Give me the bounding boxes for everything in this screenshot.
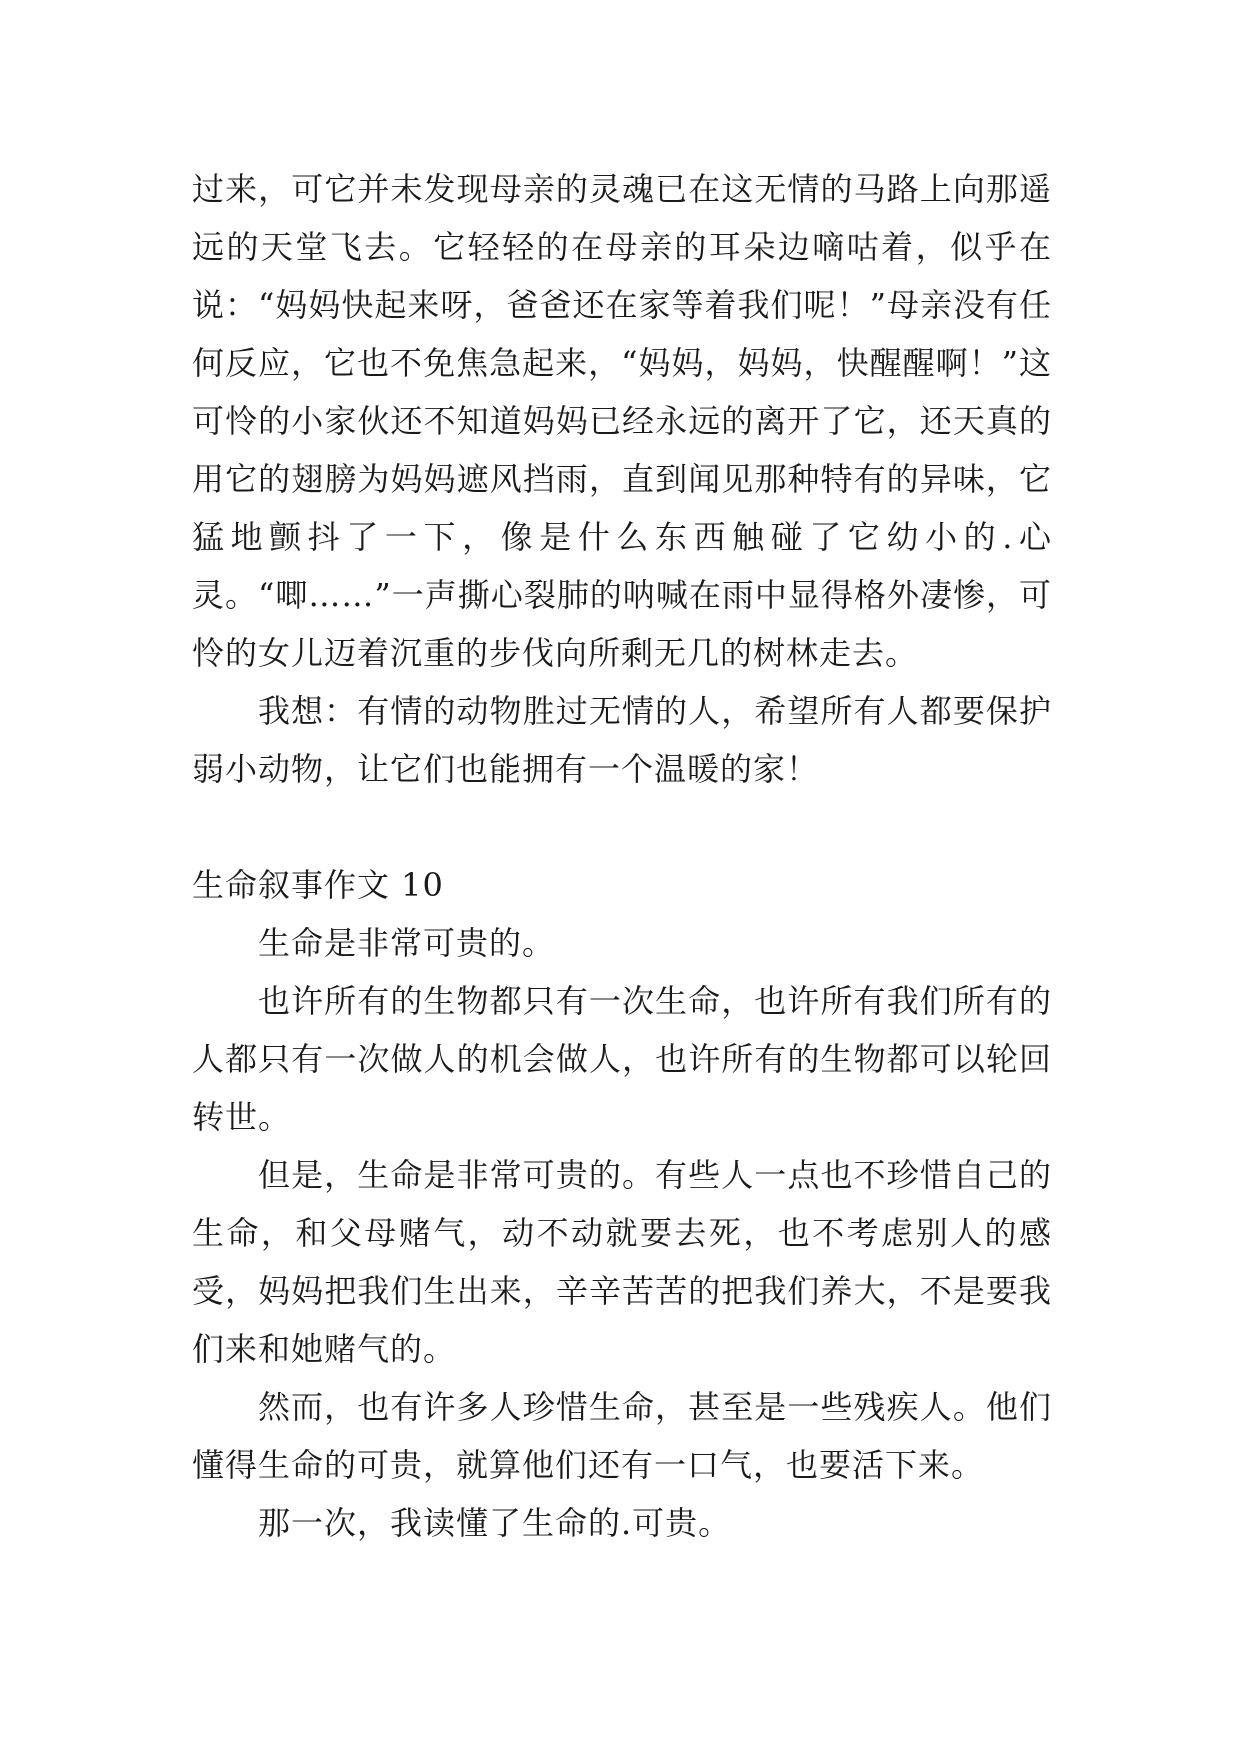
paragraph-4: 然而，也有许多人珍惜生命，甚至是一些残疾人。他们懂得生命的可贵，就算他们还有一口气，也要活下来。 — [192, 1388, 1052, 1484]
document-page — [192, 160, 1052, 1552]
continuation-paragraph: 过来，可它并未发现母亲的灵魂已在这无情的马路上向那遥远的天堂飞去。它轻轻的在母亲的耳朵边嘀咕着，似乎在说：“妈妈快起来呀，爸爸还在家等着我们呢！”母亲没有任何反应，它也不免焦急起来，“妈妈，妈妈，快醒醒啊！”这可怜的小家伙还不知道妈妈已经永远的离开了它，还天真的用它的翅膀为妈妈遮风挡雨，直到闻见那种特有的异味，它猛地颤抖了一下，像是什么东西触碰了它幼小的.心灵。“唧……”一声撕心裂肺的呐喊在雨中显得格外凄惨，可怜的女儿迈着沉重的步伐向所剩无几的树林走去。 — [192, 170, 1052, 672]
section-spacer — [192, 798, 1052, 856]
paragraph-1: 生命是非常可贵的。 — [258, 924, 556, 962]
section-title: 生命叙事作文 10 — [192, 866, 444, 904]
paragraph-5: 那一次，我读懂了生命的.可贵。 — [258, 1504, 732, 1542]
closing-paragraph: 我想：有情的动物胜过无情的人，希望所有人都要保护弱小动物，让它们也能拥有一个温暖的家！ — [192, 692, 1052, 788]
paragraph-2: 也许所有的生物都只有一次生命，也许所有我们所有的人都只有一次做人的机会做人，也许所有的生物都可以轮回转世。 — [192, 982, 1052, 1136]
paragraph-3: 但是，生命是非常可贵的。有些人一点也不珍惜自己的生命，和父母赌气，动不动就要去死，也不考虑别人的感受，妈妈把我们生出来，辛辛苦苦的把我们养大，不是要我们来和她赌气的。 — [192, 1156, 1052, 1368]
